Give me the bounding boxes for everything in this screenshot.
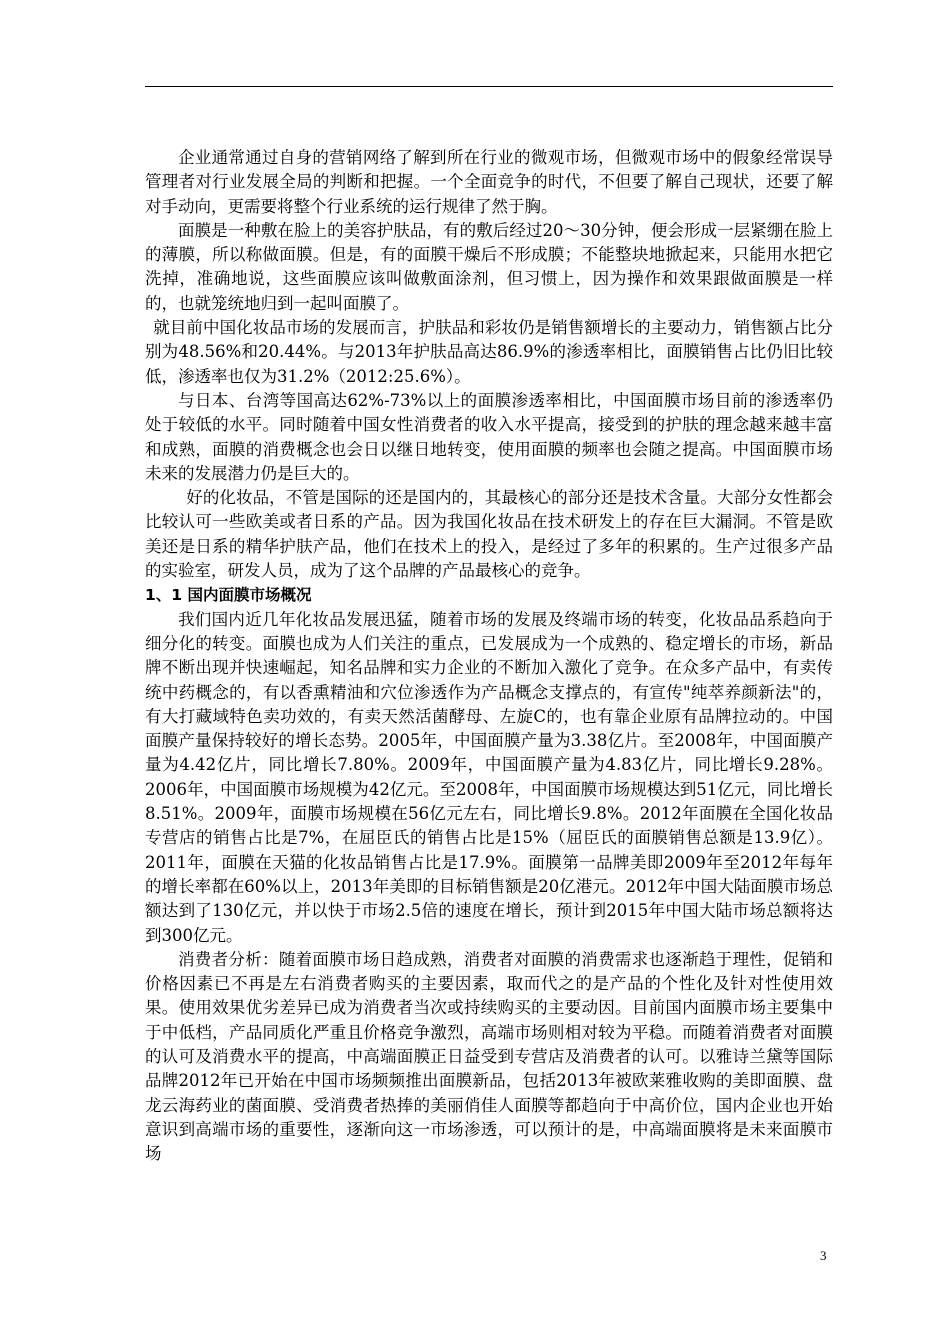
paragraph-technology: 好的化妆品，不管是国际的还是国内的，其最核心的部分还是技术含量。大部分女性都会比较认可一些欧美或者日系的产品。因为我国化妆品在技术研发上的存在巨大漏洞。不管是欧美还是日系的精华护肤产品，他们在技术上的投入，是经过了多年的积累的。生产过很多产品的实验室，研发人员，成为了这个品牌的产品最核心的竞争。 <box>145 488 833 581</box>
paragraph-market-share: 就目前中国化妆品市场的发展而言，护肤品和彩妆仍是销售额增长的主要动力，销售额占比分别为48.56%和20.44%。与2013年护肤品高达86.9%的渗透率相比，面膜销售占比仍旧比较低，渗透率也仅为31.2%（2012:25.6%）。 <box>145 318 833 386</box>
paragraph-mask-definition: 面膜是一种敷在脸上的美容护肤品，有的敷后经过20～30分钟，便会形成一层紧绷在脸上的薄膜，所以称做面膜。但是，有的面膜干燥后不形成膜；不能整块地掀起来，只能用水把它洗掉，准确地说，这些面膜应该叫做敷面涂剂，但习惯上，因为操作和效果跟做面膜是一样的，也就笼统地归到一起叫面膜了。 <box>145 220 833 313</box>
paragraph-domestic-market: 我们国内近几年化妆品发展迅猛，随着市场的发展及终端市场的转变，化妆品品系趋向于细分化的转变。面膜也成为人们关注的重点，已发展成为一个成熟的、稳定增长的市场，新品牌不断出现并快速崛起，知名品牌和实力企业的不断加入激化了竞争。在众多产品中，有卖传统中药概念的，有以香熏精油和穴位渗透作为产品概念支撑点的，有宣传"纯萃养颜新法"的，有大打藏域特色卖功效的，有卖天然活菌酵母、左旋C的，也有靠企业原有品牌拉动的。中国面膜产量保持较好的增长态势。2005年，中国面膜产量为3.38亿片。至2008年，中国面膜产量为4.42亿片，同比增长7.80%。2009年，中国面膜产量为4.83亿片，同比增长9.28%。2006年，中国面膜市场规模为42亿元。至2008年，中国面膜市场规模达到51亿元，同比增长8.51%。2009年，面膜市场规模在56亿元左右，同比增长9.8%。2012年面膜在全国化妆品专营店的销售占比是7%，在屈臣氏的销售占比是15%（屈臣氏的面膜销售总额是13.9亿）。2011年，面膜在天猫的化妆品销售占比是17.9%。面膜第一品牌美即2009年至2012年每年的增长率都在60%以上，2013年美即的目标销售额是20亿港元。2012年中国大陆面膜市场总额达到了130亿元，并以快于市场2.5倍的速度在增长，预计到2015年中国大陆市场总额将达到300亿元。 <box>145 609 833 945</box>
paragraph-intro: 企业通常通过自身的营销网络了解到所在行业的微观市场，但微观市场中的假象经常误导管理者对行业发展全局的判断和把握。一个全面竞争的时代，不但要了解自己现状，还要了解对手动向，更需要将整个行业系统的运行规律了然于胸。 <box>145 148 833 216</box>
header-rule <box>145 86 833 87</box>
page-number: 3 <box>820 1248 827 1263</box>
section-heading: 1、1 国内面膜市场概况 <box>145 586 312 605</box>
paragraph-penetration: 与日本、台湾等国高达62%-73%以上的面膜渗透率相比，中国面膜市场目前的渗透率仍处于较低的水平。同时随着中国女性消费者的收入水平提高，接受到的护肤的理念越来越丰富和成熟，面膜的消费概念也会日以继日地转变，使用面膜的频率也会随之提高。中国面膜市场未来的发展潜力仍是巨大的。 <box>145 390 833 483</box>
paragraph-consumer-analysis: 消费者分析：随着面膜市场日趋成熟，消费者对面膜的消费需求也逐渐趋于理性，促销和价格因素已不再是左右消费者购买的主要因素，取而代之的是产品的个性化及针对性使用效果。使用效果优劣差异已成为消费者当次或持续购买的主要动因。目前国内面膜市场主要集中于中低档，产品同质化严重且价格竞争激烈，高端市场则相对较为平稳。而随着消费者对面膜的认可及消费水平的提高，中高端面膜正日益受到专营店及消费者的认可。以雅诗兰黛等国际品牌2012年已开始在中国市场频频推出面膜新品，包括2013年被欧莱雅收购的美即面膜、盘龙云海药业的菌面膜、受消费者热捧的美丽俏佳人面膜等都趋向于中高价位，国内企业也开始意识到高端市场的重要性，逐渐向这一市场渗透，可以预计的是，中高端面膜将是未来面膜市场 <box>145 949 833 1164</box>
document-body <box>145 146 833 1166</box>
